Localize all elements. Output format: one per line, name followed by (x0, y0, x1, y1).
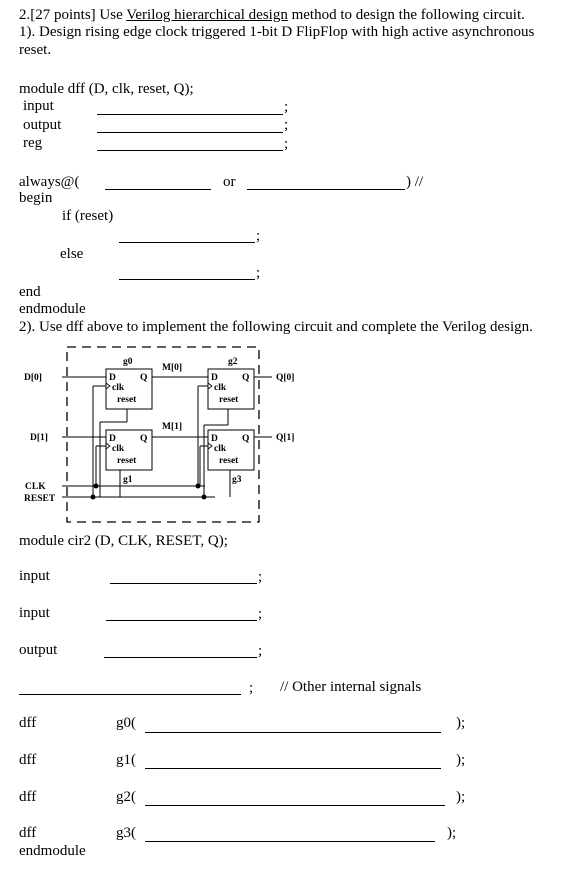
cir2-input2-semicolon: ; (258, 606, 263, 622)
cir2-g2-close: ); (456, 789, 466, 805)
cir2-g3-close: ); (447, 825, 457, 841)
label-q0: Q[0] (276, 373, 295, 383)
cir2-input1-keyword: input (19, 568, 50, 584)
question-link-text: Verilog hierarchical design (126, 7, 288, 23)
dff-sensitivity-blank-1[interactable] (105, 189, 211, 190)
cir2-module-line: module cir2 (D, CLK, RESET, Q); (19, 533, 228, 549)
g1-pin-d: D (109, 434, 116, 444)
dff-output-blank[interactable] (97, 132, 283, 133)
dff-output-keyword: output (23, 117, 62, 133)
dff-input-blank[interactable] (97, 114, 283, 115)
dff-else-semicolon: ; (256, 265, 261, 281)
cir2-internal-blank[interactable] (19, 694, 241, 695)
question-line-3: reset. (19, 42, 52, 58)
cir2-dff-g1-keyword: dff (19, 752, 37, 768)
cir2-g0-open: g0( (116, 715, 136, 731)
label-m1: M[1] (162, 422, 183, 432)
g0-pin-d: D (109, 373, 116, 383)
cir2-g3-open: g3( (116, 825, 136, 841)
question-line-1 (19, 7, 525, 24)
cir2-input1-blank[interactable] (110, 583, 257, 584)
cir2-g1-ports-blank[interactable] (145, 768, 441, 769)
dff-always-keyword: always@( (19, 174, 80, 190)
g3-pin-d: D (211, 434, 218, 444)
junction-dot (91, 495, 96, 500)
cir2-output-semicolon: ; (258, 643, 263, 659)
g0-pin-q: Q (140, 373, 148, 383)
g1-pin-clk: clk (112, 444, 125, 454)
label-g1: g1 (123, 475, 133, 485)
dff-module-line: module dff (D, clk, reset, Q); (19, 81, 194, 97)
cir2-g2-ports-blank[interactable] (145, 805, 445, 806)
cir2-input1-semicolon: ; (258, 569, 263, 585)
part2-instruction: 2). Use dff above to implement the following circuit and complete the Verilog design. (19, 319, 533, 335)
g3-pin-q: Q (242, 434, 250, 444)
dff-reg-keyword: reg (23, 135, 43, 151)
cir2-output-keyword: output (19, 642, 58, 658)
cir2-input2-keyword: input (19, 605, 50, 621)
cir2-input2-blank[interactable] (106, 620, 257, 621)
label-g0: g0 (123, 357, 133, 367)
junction-dot (196, 484, 201, 489)
g2-pin-d: D (211, 373, 218, 383)
cir2-g3-ports-blank[interactable] (145, 841, 435, 842)
g3-pin-clk: clk (214, 444, 227, 454)
g1-pin-reset: reset (117, 456, 137, 466)
question-prefix: 2.[27 points] Use (19, 7, 127, 23)
dff-else-keyword: else (60, 246, 84, 262)
dff-if-reset: if (reset) (62, 208, 114, 224)
g0-pin-reset: reset (117, 395, 137, 405)
g2-pin-clk: clk (214, 383, 227, 393)
cir2-dff-g2-keyword: dff (19, 789, 37, 805)
cir2-endmodule: endmodule (19, 843, 86, 859)
question-suffix: method to design the following circuit. (287, 7, 525, 23)
label-clk: CLK (25, 482, 46, 492)
dff-end-keyword: end (19, 284, 41, 300)
label-d1: D[1] (30, 433, 48, 443)
g2-pin-reset: reset (219, 395, 239, 405)
dff-begin-keyword: begin (19, 190, 53, 206)
junction-dot (202, 495, 207, 500)
label-g2: g2 (228, 357, 238, 367)
dff-if-semicolon: ; (256, 228, 261, 244)
circuit-diagram (0, 340, 300, 530)
g1-pin-q: Q (140, 434, 148, 444)
g0-pin-clk: clk (112, 383, 125, 393)
clock-triangle-icon (208, 383, 212, 389)
cir2-g1-close: ); (456, 752, 466, 768)
cir2-dff-g3-keyword: dff (19, 825, 37, 841)
dff-input-keyword: input (23, 98, 54, 114)
question-line-2: 1). Design rising edge clock triggered 1-bit D FlipFlop with high active asynchronous (19, 24, 535, 40)
dff-reg-semicolon: ; (284, 136, 289, 152)
g3-pin-reset: reset (219, 456, 239, 466)
dff-or-keyword: or (223, 174, 236, 190)
junction-dot (94, 484, 99, 489)
label-d0: D[0] (24, 373, 42, 383)
label-q1: Q[1] (276, 433, 295, 443)
label-reset: RESET (24, 494, 56, 504)
clock-triangle-icon (106, 383, 110, 389)
cir2-output-blank[interactable] (104, 657, 257, 658)
cir2-g2-open: g2( (116, 789, 136, 805)
dff-else-body-blank[interactable] (119, 279, 255, 280)
label-g3: g3 (232, 475, 242, 485)
g2-pin-q: Q (242, 373, 250, 383)
cir2-g0-close: ); (456, 715, 466, 731)
dff-always-close: ) // (406, 174, 424, 190)
cir2-dff-g0-keyword: dff (19, 715, 37, 731)
dff-endmodule-keyword: endmodule (19, 301, 86, 317)
cir2-internal-comment: // Other internal signals (280, 679, 422, 695)
cir2-g0-ports-blank[interactable] (145, 732, 441, 733)
cir2-internal-semicolon: ; (249, 680, 254, 696)
dff-sensitivity-blank-2[interactable] (247, 189, 405, 190)
label-m0: M[0] (162, 363, 183, 373)
dff-reg-blank[interactable] (97, 150, 283, 151)
dff-output-semicolon: ; (284, 117, 289, 133)
dff-input-semicolon: ; (284, 99, 289, 115)
cir2-g1-open: g1( (116, 752, 136, 768)
dff-if-body-blank[interactable] (119, 242, 255, 243)
